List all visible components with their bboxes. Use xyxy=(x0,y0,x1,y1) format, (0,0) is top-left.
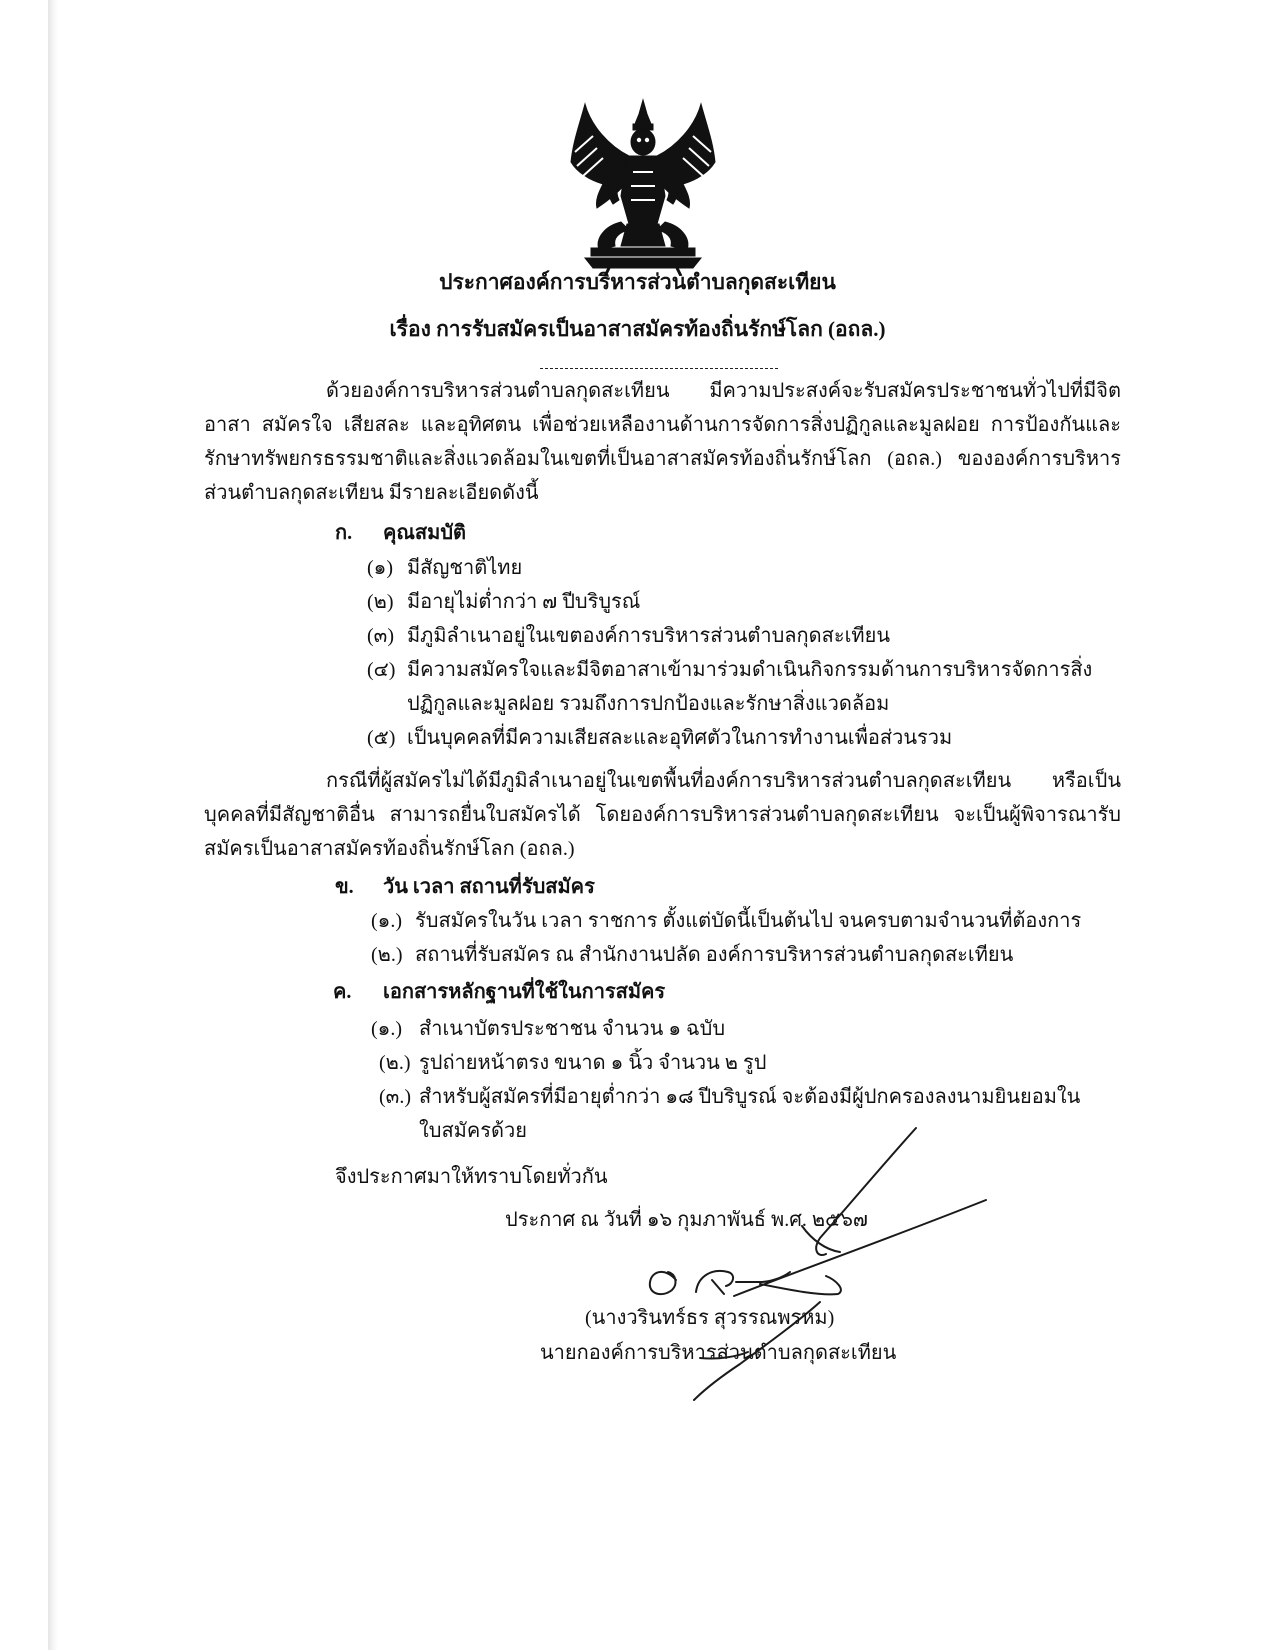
list-item xyxy=(367,551,522,585)
section-c-heading xyxy=(333,975,665,1009)
section-a-heading xyxy=(335,516,466,550)
list-item xyxy=(379,1046,766,1080)
list-item-text: มีภูมิลำเนาอยู่ในเขตองค์การบริหารส่วนตำบลกุดสะเทียน xyxy=(407,625,891,647)
list-item-number: (๔) xyxy=(367,659,396,681)
list-item xyxy=(367,721,952,755)
list-item-text: มีสัญชาติไทย xyxy=(407,557,523,579)
document-header-title: ประกาศองค์การบริหารส่วนตำบลกุดสะเทียน xyxy=(439,270,836,294)
closing-statement: จึงประกาศมาให้ทราบโดยทั่วกัน xyxy=(335,1166,608,1188)
list-item-text: สำหรับผู้สมัครที่มีอายุต่ำกว่า ๑๘ ปีบริบูรณ์ จะต้องมีผู้ปกครองลงนามยินยอมใน xyxy=(419,1086,1081,1108)
list-item xyxy=(371,904,1081,938)
page-edge-shadow xyxy=(48,0,58,1650)
list-item-number: (๑.) xyxy=(371,910,403,932)
list-item-text: รูปถ่ายหน้าตรง ขนาด ๑ นิ้ว จำนวน ๒ รูป xyxy=(419,1052,767,1074)
list-item-text: สถานที่รับสมัคร ณ สำนักงานปลัด องค์การบริหารส่วนตำบลกุดสะเทียน xyxy=(415,944,1014,966)
section-a-mark: ก. xyxy=(335,522,353,544)
list-item-text: มีอายุไม่ต่ำกว่า ๗ ปีบริบูรณ์ xyxy=(407,591,641,613)
announcement-date: ประกาศ ณ วันที่ ๑๖ กุมภาพันธ์ พ.ศ. ๒๕๖๗ xyxy=(505,1209,868,1231)
section-b-title: วัน เวลา สถานที่รับสมัคร xyxy=(383,876,595,898)
note-paragraph: กรณีที่ผู้สมัครไม่ได้มีภูมิลำเนาอยู่ในเขตพื้นที่องค์การบริหารส่วนตำบลกุดสะเทียน หรือเป็นบุคคลที่มีสัญชาติอื่น สามารถยื่นใบสมัครได้ โดยองค์การบริหารส่วนตำบลกุดสะเทียน จะเป็นผู้พิจารณารับสมัครเป็นอาสาสมัครท้องถิ่นรักษ์โลก (อถล.) xyxy=(204,770,1121,860)
list-item-text: เป็นบุคคลที่มีความเสียสละและอุทิศตัวในการทำงานเพื่อส่วนรวม xyxy=(407,727,953,749)
section-c-title: เอกสารหลักฐานที่ใช้ในการสมัคร xyxy=(383,981,666,1003)
list-item-continuation: ปฏิกูลและมูลฝอย รวมถึงการปกป้องและรักษาสิ่งแวดล้อม xyxy=(407,693,890,715)
list-item-number: (๒.) xyxy=(379,1052,411,1074)
title-separator xyxy=(540,368,778,369)
list-item-continuation: ใบสมัครด้วย xyxy=(419,1120,527,1142)
list-item xyxy=(371,938,1013,972)
section-c-mark: ค. xyxy=(333,981,352,1003)
list-item-text: มีความสมัครใจและมีจิตอาสาเข้ามาร่วมดำเนินกิจกรรมด้านการบริหารจัดการสิ่ง xyxy=(407,659,1093,681)
section-b-heading xyxy=(335,870,595,904)
list-item-number: (๓.) xyxy=(379,1086,411,1108)
signatory-title: นายกองค์การบริหารส่วนตำบลกุดสะเทียน xyxy=(540,1342,897,1364)
list-item-text: รับสมัครในวัน เวลา ราชการ ตั้งแต่บัดนี้เป็นต้นไป จนครบตามจำนวนที่ต้องการ xyxy=(415,910,1082,932)
garuda-emblem-icon xyxy=(569,96,717,276)
list-item xyxy=(371,1012,725,1046)
document-subject: เรื่อง การรับสมัครเป็นอาสาสมัครท้องถิ่นรักษ์โลก (อถล.) xyxy=(389,317,886,341)
list-item-number: (๑.) xyxy=(371,1018,403,1040)
section-a-title: คุณสมบัติ xyxy=(383,522,467,544)
signatory-name: (นางวรินทร์ธร สุวรรณพรหม) xyxy=(585,1307,835,1329)
section-b-mark: ข. xyxy=(335,876,354,898)
list-item xyxy=(379,1080,1080,1114)
list-item-text: สำเนาบัตรประชาชน จำนวน ๑ ฉบับ xyxy=(419,1018,726,1040)
list-item xyxy=(367,653,1092,687)
list-item-number: (๒) xyxy=(367,591,394,613)
list-item-number: (๑) xyxy=(367,557,394,579)
list-item-number: (๕) xyxy=(367,727,396,749)
intro-paragraph: ด้วยองค์การบริหารส่วนตำบลกุดสะเทียน มีความประสงค์จะรับสมัครประชาชนทั่วไปที่มีจิตอาสา สมัครใจ เสียสละ และอุทิศตน เพื่อช่วยเหลืองานด้านการจัดการสิ่งปฏิกูลและมูลฝอย การป้องกันและรักษาทรัพยกรธรรมชาติและสิ่งแวดล้อมในเขตที่เป็นอาสาสมัครท้องถิ่นรักษ์โลก (อถล.) ขององค์การบริหารส่วนตำบลกุดสะเทียน มีรายละเอียดดังนี้ xyxy=(204,380,1121,504)
list-item xyxy=(367,585,640,619)
list-item-number: (๒.) xyxy=(371,944,403,966)
list-item xyxy=(367,619,890,653)
list-item-number: (๓) xyxy=(367,625,394,647)
